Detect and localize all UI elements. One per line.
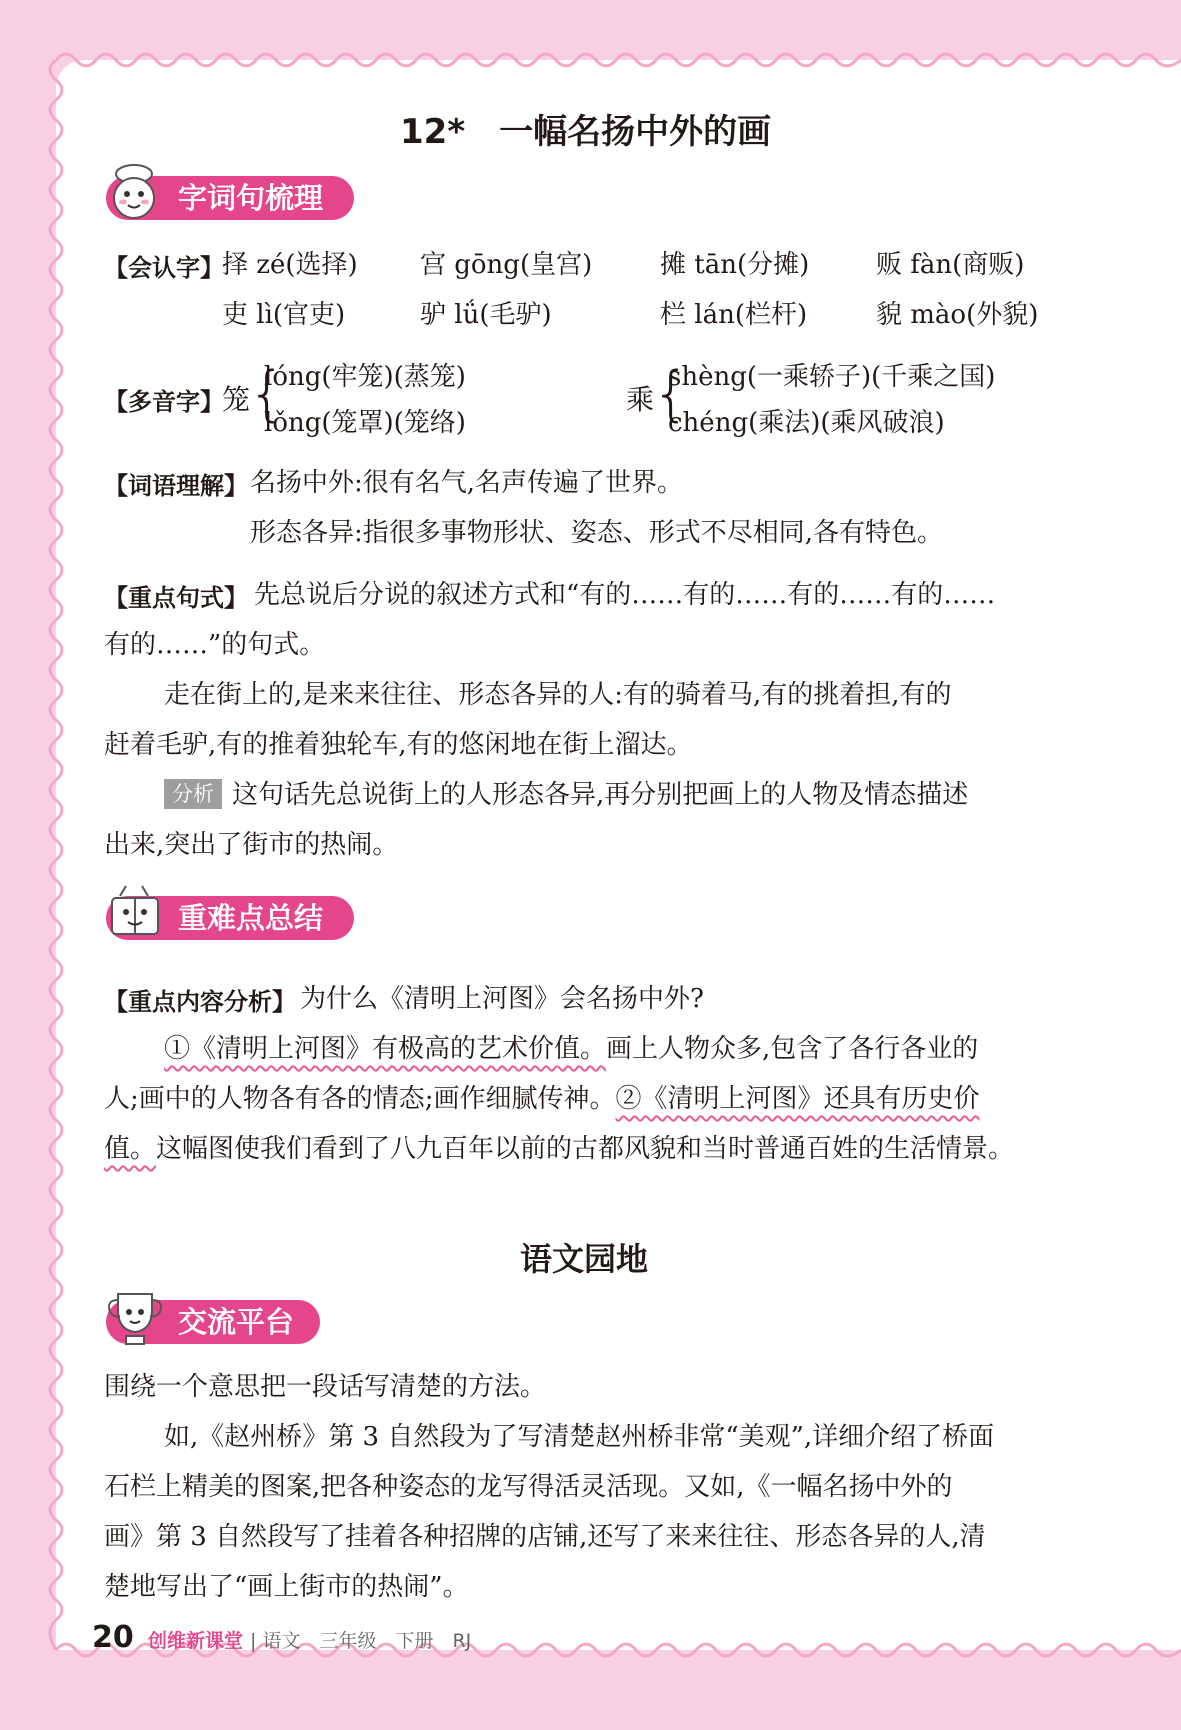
pattern-text: 有的……”的句式。 [104, 630, 326, 660]
page-number: 20 [92, 1620, 134, 1655]
recognize-item: 栏 lán(栏杆) [660, 300, 808, 330]
word-meaning: 形态各异:指很多事物形状、姿态、形式不尽相同,各有特色。 [250, 518, 944, 548]
wavy-border-left [44, 60, 68, 1650]
key-answer-text: 画上人物众多,包含了各行各业的 [606, 1034, 979, 1064]
recognize-item: 驴 lǘ(毛驴) [420, 300, 552, 330]
section-exchange-header [106, 1300, 320, 1344]
key-question: 为什么《清明上河图》会名扬中外? [300, 984, 704, 1014]
mascot-trophy-icon [102, 1286, 170, 1348]
exchange-topic: 围绕一个意思把一段话写清楚的方法。 [104, 1372, 547, 1402]
section-key-label: 重难点总结 [178, 901, 324, 935]
brace-icon: { [248, 359, 287, 429]
exchange-text: 楚地写出了“画上街市的热闹”。 [104, 1572, 469, 1602]
example-sentence: 赶着毛驴,有的推着独轮车,有的悠闲地在街上溜达。 [104, 730, 693, 760]
exchange-text: 如,《赵州桥》第 3 自然段为了写清楚赵州桥非常“美观”,详细介绍了桥面 [164, 1422, 995, 1452]
brace-icon: { [652, 359, 691, 429]
recognize-item: 贩 fàn(商贩) [876, 250, 1025, 280]
polyphone-reading: chéng(乘法)(乘风破浪) [668, 408, 945, 438]
example-sentence: 走在街上的,是来来往往、形态各异的人:有的骑着马,有的挑着担,有的 [164, 680, 952, 710]
key-content-label: 【重点内容分析】 [104, 988, 296, 1016]
footer-brand: 创维新课堂 [148, 1630, 244, 1652]
exchange-text: 石栏上精美的图案,把各种姿态的龙写得活灵活现。又如,《一幅名扬中外的 [104, 1472, 953, 1502]
mascot-book-icon [102, 882, 170, 944]
footer-subject-info: | 语文 三年级 下册 RJ [250, 1630, 472, 1652]
garden-title: 语文园地 [520, 1240, 649, 1278]
recognize-item: 吏 lì(官吏) [222, 300, 346, 330]
key-answer-line [104, 1078, 980, 1115]
key-point-marked: ①《清明上河图》有极高的艺术价值。 [164, 1034, 607, 1064]
key-answer-text: 人;画中的人物各有各的情态;画作细腻传神。 [104, 1084, 616, 1114]
polyphone-reading: shèng(一乘轿子)(千乘之国) [668, 362, 996, 392]
pattern-text: 先总说后分说的叙述方式和“有的……有的……有的……有的…… [254, 580, 996, 610]
lesson-title: 12* 一幅名扬中外的画 [400, 112, 772, 152]
wavy-border-top [56, 48, 1181, 72]
key-answer-line [104, 1128, 1014, 1165]
polyphone-reading: lǒng(笼罩)(笼络) [264, 408, 466, 438]
section-key-header [106, 896, 354, 940]
analysis-text: 这句话先总说街上的人形态各异,再分别把画上的人物及情态描述 [232, 780, 969, 810]
key-answer-line [164, 1028, 978, 1065]
polyphone-char: 乘 [626, 383, 655, 416]
section-vocab-label: 字词句梳理 [178, 181, 324, 215]
analysis-tag: 分析 [164, 779, 222, 809]
recognize-label: 【会认字】 [104, 254, 224, 282]
analysis-line [164, 774, 968, 811]
section-vocab-header [106, 176, 354, 220]
analysis-text: 出来,突出了街市的热闹。 [104, 830, 399, 860]
key-answer-text: 这幅图使我们看到了八九百年以前的古都风貌和当时普通百姓的生活情景。 [156, 1134, 1015, 1164]
words-label: 【词语理解】 [104, 472, 248, 500]
key-point-marked: 值。 [104, 1134, 157, 1164]
recognize-item: 择 zé(选择) [222, 250, 358, 280]
section-exchange-label: 交流平台 [178, 1305, 295, 1339]
word-meaning: 名扬中外:很有名气,名声传遍了世界。 [250, 468, 684, 498]
recognize-item: 宫 gōng(皇宫) [420, 250, 593, 280]
polyphone-label: 【多音字】 [104, 388, 224, 416]
polyphone-reading: lóng(牢笼)(蒸笼) [264, 362, 466, 392]
pattern-label: 【重点句式】 [104, 584, 248, 612]
mascot-chef-icon [102, 162, 170, 224]
recognize-item: 貌 mào(外貌) [876, 300, 1039, 330]
polyphone-char: 笼 [222, 383, 251, 416]
key-point-marked: ②《清明上河图》还具有历史价 [615, 1084, 980, 1114]
recognize-item: 摊 tān(分摊) [660, 250, 810, 280]
exchange-text: 画》第 3 自然段写了挂着各种招牌的店铺,还写了来来往往、形态各异的人,清 [104, 1522, 986, 1552]
